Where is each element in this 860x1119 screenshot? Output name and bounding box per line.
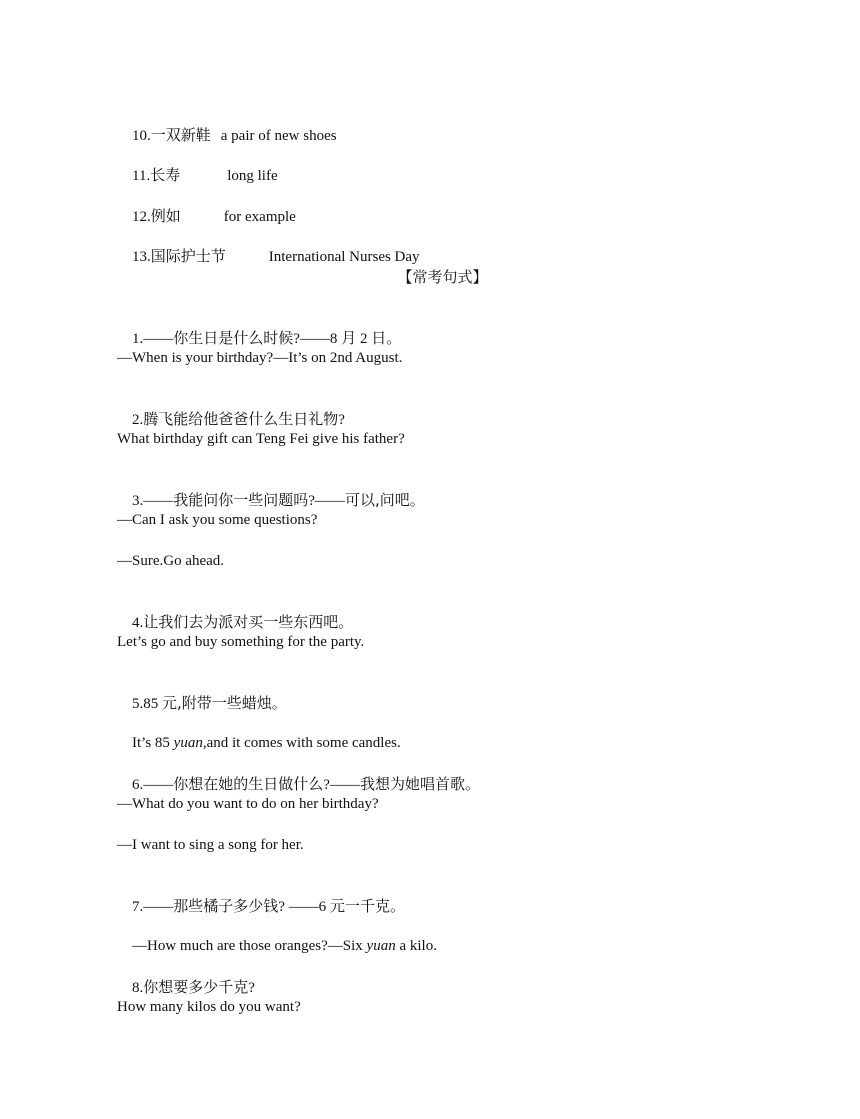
vocab-english: long life [227,168,278,184]
vocab-number: 11. [132,168,151,184]
sentence-english: —Can I ask you some questions? [117,512,318,528]
sentence-english: Let’s go and buy something for the party. [117,634,365,650]
vocab-english: a pair of new shoes [220,128,337,144]
vocab-english: International Nurses Day [268,249,420,265]
vocab-chinese: 一双新鞋 [150,126,211,144]
vocab-chinese: 国际护士节 [150,247,226,265]
sentence-english: —How much are those oranges?—Six yuan a kilo. [132,938,437,954]
vocab-number: 12. [132,209,151,225]
sentence-english: —When is your birthday?—It’s on 2nd August. [117,350,403,366]
sentence-english: —I want to sing a song for her. [117,837,304,853]
sentence-chinese: 2.腾飞能给他爸爸什么生日礼物? [132,410,345,428]
vocab-number: 13. [132,249,151,265]
sentence-english: —Sure.Go ahead. [117,553,225,569]
section-heading: 【常考句式】 [397,268,488,286]
sentence-chinese: 8.你想要多少千克? [132,978,255,996]
sentence-english: What birthday gift can Teng Fei give his father? [117,431,405,447]
sentence-chinese: 3.——我能问你一些问题吗?——可以,问吧。 [132,491,425,509]
vocab-chinese: 例如 [150,207,181,225]
vocab-number: 10. [132,128,151,144]
sentence-english: How many kilos do you want? [117,999,301,1015]
sentence-chinese: 5.85 元,附带一些蜡烛。 [132,694,287,712]
sentence-chinese: 7.——那些橘子多少钱? ——6 元一千克。 [132,897,405,915]
vocab-english: for example [223,209,296,225]
vocab-chinese: 长寿 [150,166,181,184]
sentence-english: It’s 85 yuan,and it comes with some candles. [132,735,401,751]
sentence-chinese: 6.——你想在她的生日做什么?——我想为她唱首歌。 [132,775,480,793]
sentence-english: —What do you want to do on her birthday? [117,796,379,812]
sentence-chinese: 4.让我们去为派对买一些东西吧。 [132,613,354,631]
sentence-chinese: 1.——你生日是什么时候?——8 月 2 日。 [132,329,402,347]
